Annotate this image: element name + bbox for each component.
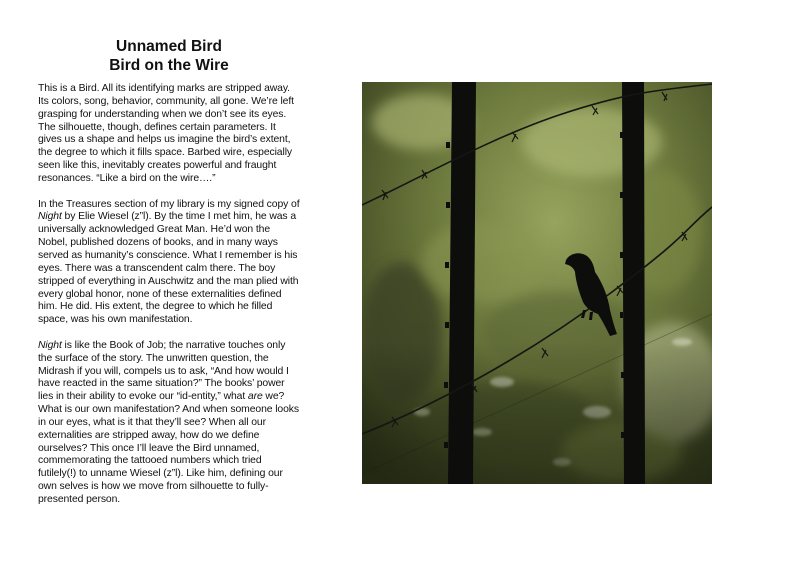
paragraph-1: This is a Bird. All its identifying marks are stripped away. Its colors, song, behavior, community, all gone. We’re left grasping for understanding when we don’t see its eyes. The silhouette, though, defines certain parameters. It gives us a shape and helps us imagine the bird’s extent, the degree to which it fills space. Barbed wire, especially seen like this, inevitably creates powerful and fraught resonances. “Like a bird on the wire….” <box>38 83 294 184</box>
left-post <box>448 82 476 484</box>
paragraph-2: In the Treasures section of my library is my signed copy of Night by Elie Wiesel (z”l). By the time I met him, he was a universally acknowledged Great Man. He’d won the Nobel, published dozens of books, and in many ways served as humanity’s conscience. What I remember is his eyes. There was a transcendent calm there. The boy stripped of everything in Auschwitz and the man plied with every global honor, none of these externalities defined him. He did. His extent, the degree to which he filled space, was his own manifestation. <box>38 198 300 326</box>
title-block <box>38 37 300 75</box>
page-title: Unnamed Bird <box>116 38 222 55</box>
book-title: Night <box>38 211 62 223</box>
book-title: Night <box>38 339 62 351</box>
right-post <box>622 82 645 484</box>
page-subtitle: Bird on the Wire <box>109 57 229 74</box>
bird-on-wire-image <box>362 82 712 484</box>
paragraph-3: Night is like the Book of Job; the narrative touches only the surface of the story. The unwritten question, the Midrash if you will, compels us to ask, “And how would I have reacted in the same situation?” The books’ power lies in their ability to evoke our “id-entity,” what are we? What is our own manifestation? And when someone looks in our eyes, what is it that they’ll see? When all our externalities are stripped away, how do we define ourselves? This once I’ll leave the Bird unnamed, commemorating the tattooed numbers which tried futilely(!) to unname Wiesel (z”l). Like him, defining our own selves is how we move from silhouette to fully-presented person. <box>38 339 299 505</box>
essay-text <box>38 83 300 520</box>
bird-photo <box>362 82 712 484</box>
